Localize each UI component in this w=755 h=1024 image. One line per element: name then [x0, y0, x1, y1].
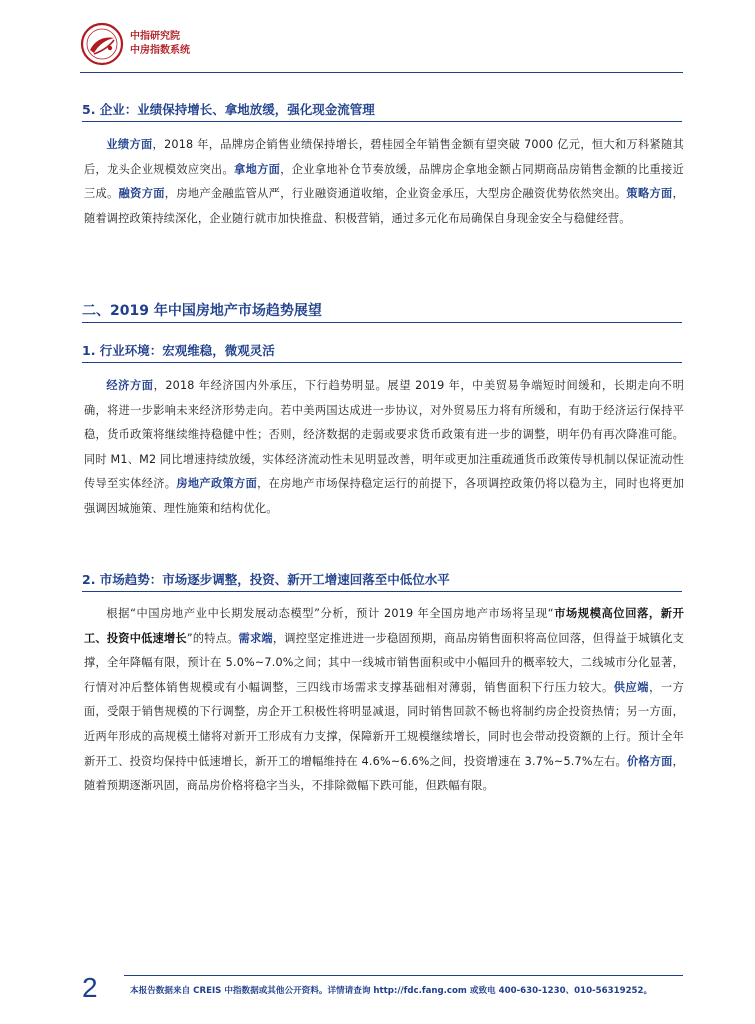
brand-block [130, 30, 190, 58]
section-5-title-text: 5. 企业：业绩保持增长、拿地放缓，强化现金流管理 [82, 102, 375, 117]
page-number: 2 [82, 972, 98, 1003]
header-divider [80, 72, 683, 73]
section-2-rule [82, 591, 682, 592]
text-run: 根据“中国房地产业中长期发展动态模型”分析，预计 2019 年全国房地产市场将呈现“ [106, 607, 554, 620]
footer-note: 本报告数据来自 CREIS 中指数据或其他公开资料。详情请查询 http://fdc.fang.com 或致电 400-630-1230、010-56319252。 [130, 986, 653, 996]
section-2-title [82, 570, 682, 588]
org-logo-icon [80, 22, 124, 66]
section-2-paragraph [84, 602, 684, 799]
part-2-title-text: 二、2019 年中国房地产市场趋势展望 [82, 303, 322, 319]
emphasis-run: 价格方面 [626, 754, 673, 768]
emphasis-run: 业绩方面 [106, 138, 153, 151]
emphasis-run: 需求端 [238, 631, 273, 645]
emphasis-run: 经济方面 [106, 379, 154, 392]
part-2-title [82, 300, 682, 320]
section-1-title [82, 341, 682, 359]
emphasis-run: 房地产政策方面 [176, 477, 258, 491]
text-run: ，调控坚定推进进一步稳固预期，商品房销售面积将高位回落，但得益于城镇化支撑，全年降幅有限，预计在 5.0%~7.0%之间；其中一线城市销售面积或中小幅回升的概率较大，二线城市分化显著，行情对冲后整体销售规模或有小幅调整，三四线市场需求支撑基础相对薄弱，销售面积下行压力较大。 [84, 631, 685, 694]
text-run: ，2018 年，品牌房企销售业绩保持增长，碧桂园全年销售金额有望突破 7000 亿元，恒大和万科紧随其后，龙头企业规模效应突出。 [84, 138, 684, 176]
emphasis-run: 拿地方面 [234, 162, 281, 176]
section-5-rule [82, 121, 682, 122]
text-run: ，企业拿地补仓节奏放缓，品牌房企拿地金额占同期商品房销售金额的比重接近三成。 [84, 162, 684, 201]
emphasis-run: 市场规模高位回落，新开工、投资中低速增长 [84, 607, 685, 645]
section-2-title-text: 2. 市场趋势：市场逐步调整，投资、新开工增速回落至中低位水平 [82, 572, 450, 587]
text-run: ，房地产金融监管从严，行业融资通道收缩，企业资金承压，大型房企融资优势依然突出。 [164, 187, 627, 201]
emphasis-run: 融资方面 [118, 187, 165, 201]
system-name: 中房指数系统 [130, 45, 190, 56]
text-run: ，在房地产市场保持稳定运行的前提下，各项调控政策仍将以稳为主，同时也将更加强调因城施策、理性施策和结构优化。 [84, 477, 685, 515]
text-run: ，2018 年经济国内外承压，下行趋势明显。展望 2019 年，中美贸易争端短时间缓和，长期走向不明确，将进一步影响未来经济形势走向。若中美两国达成进一步协议，对外贸易压力将有所缓和，有助于经济运行保持平稳，货币政策将继续维持稳健中性；否则，经济数据的走弱或要求货币政策有进一步的调整，明年仍有再次降准可能。同时 M1、M2 同比增速持续放缓，实体经济流动性未见明显改善，明年或更加注重疏通货币政策传导机制以保证流动性传导至实体经济。 [84, 379, 684, 491]
part-2-rule [82, 322, 682, 323]
text-run: ”的特点。 [186, 631, 239, 645]
org-name: 中指研究院 [130, 31, 180, 42]
section-5-title [82, 100, 682, 118]
text-run: ，随着调控政策持续深化，企业随行就市加快推盘、积极营销，通过多元化布局确保自身现金安全与稳健经营。 [84, 187, 684, 225]
section-1-paragraph [84, 374, 684, 522]
footer-divider [124, 975, 683, 976]
text-run: ，一方面，受限于销售规模的下行调整，房企开工积极性将明显减退，同时销售回款不畅也将制约房企投资热情；另一方面，近两年形成的高规模土储将对新开工形成有力支撑，保障新开工规模继续增长，同时也会带动投资额的上行。预计全年新开工、投资均保持中低速增长，新开工的增幅维持在 4.6%~6.6%之间，投资增速在 3.7%~5.7%左右。 [84, 680, 684, 768]
section-5-paragraph [84, 133, 684, 231]
emphasis-run: 策略方面 [626, 187, 673, 201]
section-1-rule [82, 362, 682, 363]
emphasis-run: 供应端 [613, 680, 650, 694]
section-1-title-text: 1. 行业环境：宏观维稳，微观灵活 [82, 343, 275, 358]
text-run: ，随着预期逐渐巩固，商品房价格将稳字当头，不排除微幅下跌可能，但跌幅有限。 [84, 754, 684, 793]
